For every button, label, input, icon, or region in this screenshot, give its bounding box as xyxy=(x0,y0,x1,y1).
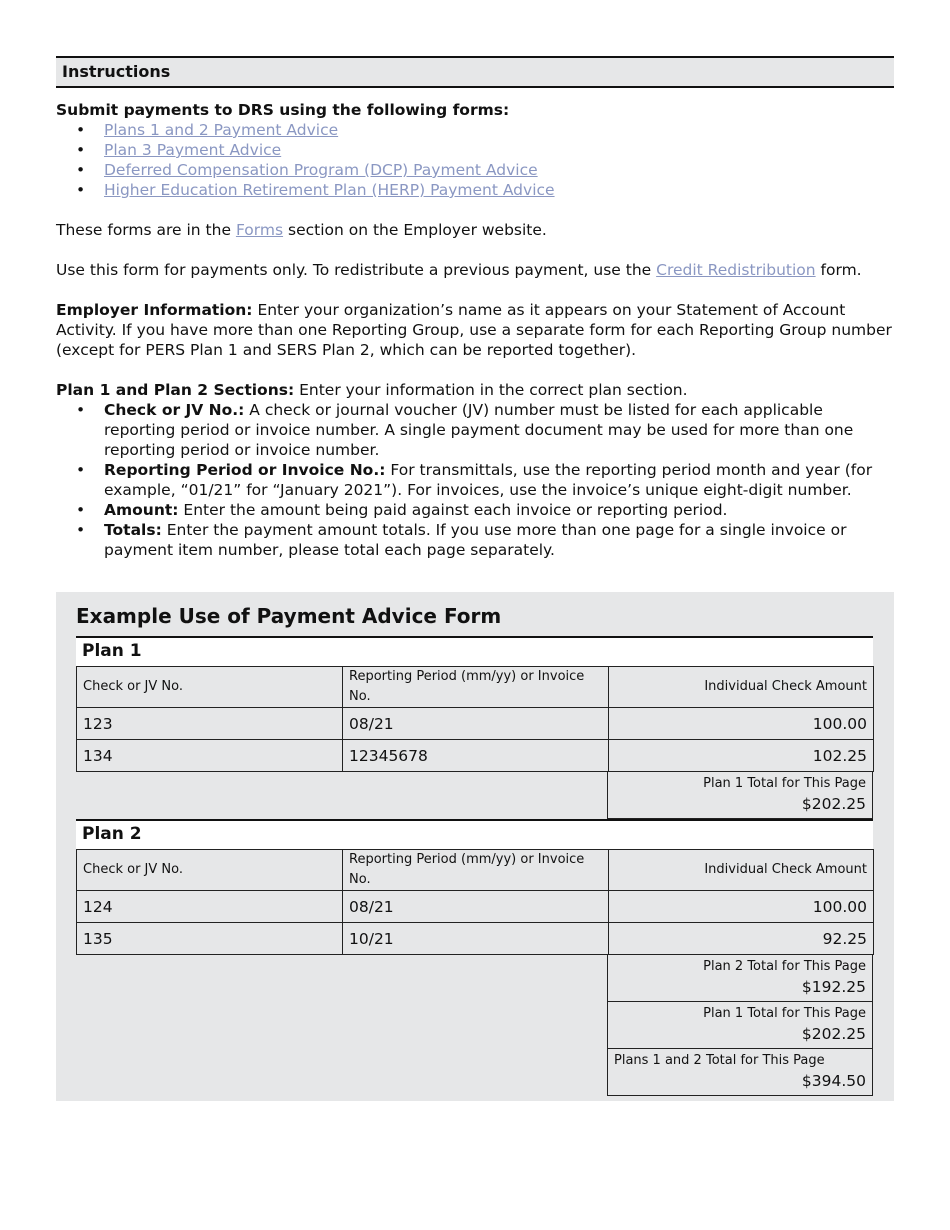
list-item xyxy=(76,180,894,200)
plan-2-heading: Plan 2 xyxy=(76,819,873,849)
list-item: • Check or JV No.: A check or journal voucher (JV) number must be listed for each applicable reporting period or invoice number. A single payment document may be used for more than one reporting period or invoice number. xyxy=(76,400,894,460)
table-cell: 10/21 xyxy=(343,923,609,955)
table-cell: 08/21 xyxy=(343,891,609,923)
plan-sections: Plan 1 and Plan 2 Sections: Enter your information in the correct plan section. xyxy=(56,381,688,399)
table-cell: 08/21 xyxy=(343,708,609,740)
submit-title: Submit payments to DRS using the following forms: xyxy=(56,101,510,119)
forms-note: These forms are in the Forms section on the Employer website. xyxy=(56,221,547,239)
list-item xyxy=(76,140,894,160)
table-cell: 102.25 xyxy=(609,740,874,772)
table-row xyxy=(77,708,874,740)
link-forms[interactable]: Forms xyxy=(235,221,284,239)
total-label: Plans 1 and 2 Total for This Page xyxy=(614,1053,825,1068)
column-header: Check or JV No. xyxy=(77,667,343,708)
plan-2-table xyxy=(76,849,874,955)
plans-1-2-total-box xyxy=(607,1049,873,1096)
total-label: Plan 1 Total for This Page xyxy=(703,1006,866,1021)
plan-sections-bullets xyxy=(76,400,894,560)
table-row xyxy=(77,923,874,955)
column-header: Reporting Period (mm/yy) or Invoice No. xyxy=(343,850,609,891)
employer-info-label: Employer Information: xyxy=(56,301,253,319)
plan-2-total-box xyxy=(607,955,873,1002)
link-plans-1-2-payment-advice[interactable]: Plans 1 and 2 Payment Advice xyxy=(104,121,339,139)
link-credit-redistribution[interactable]: Credit Redistribution xyxy=(656,261,816,279)
table-header-row xyxy=(77,667,874,708)
total-label: Plan 1 Total for This Page xyxy=(703,776,866,791)
total-value: $202.25 xyxy=(801,1025,866,1043)
table-row xyxy=(77,740,874,772)
total-value: $394.50 xyxy=(801,1072,866,1090)
list-item xyxy=(76,160,894,180)
table-cell: 134 xyxy=(77,740,343,772)
list-item xyxy=(76,120,894,140)
column-header: Reporting Period (mm/yy) or Invoice No. xyxy=(343,667,609,708)
table-cell: 92.25 xyxy=(609,923,874,955)
employer-information: Employer Information: Enter your organization’s name as it appears on your Statement of Account Activity. If you have more than one Reporting Group, use a separate form for each Reporting Group number (except for PERS Plan 1 and SERS Plan 2, which can be reported together). xyxy=(56,301,892,359)
plan-sections-label: Plan 1 and Plan 2 Sections: xyxy=(56,381,295,399)
table-cell: 100.00 xyxy=(609,708,874,740)
column-header: Individual Check Amount xyxy=(609,850,874,891)
table-header-row xyxy=(77,850,874,891)
column-header: Individual Check Amount xyxy=(609,667,874,708)
instructions-header: Instructions xyxy=(56,56,894,88)
table-cell: 124 xyxy=(77,891,343,923)
plan-1-table xyxy=(76,666,874,772)
link-plan-3-payment-advice[interactable]: Plan 3 Payment Advice xyxy=(104,141,282,159)
link-dcp-payment-advice[interactable]: Deferred Compensation Program (DCP) Payment Advice xyxy=(104,161,538,179)
plan-1-total-repeat-box xyxy=(607,1002,873,1049)
list-item: • Reporting Period or Invoice No.: For transmittals, use the reporting period month and year (for example, “01/21” for “January 2021”). For invoices, use the invoice’s unique eight-digit number. xyxy=(76,460,894,500)
form-links-list xyxy=(76,120,894,200)
total-value: $202.25 xyxy=(801,795,866,813)
table-cell: 100.00 xyxy=(609,891,874,923)
total-label: Plan 2 Total for This Page xyxy=(703,959,866,974)
plan-1-heading: Plan 1 xyxy=(76,636,873,666)
table-row xyxy=(77,891,874,923)
list-item: • Totals: Enter the payment amount totals. If you use more than one page for a single invoice or payment item number, please total each page separately. xyxy=(76,520,894,560)
table-cell: 135 xyxy=(77,923,343,955)
table-cell: 123 xyxy=(77,708,343,740)
total-value: $192.25 xyxy=(801,978,866,996)
plan-1-total-box xyxy=(607,772,873,819)
column-header: Check or JV No. xyxy=(77,850,343,891)
example-section xyxy=(56,592,894,1101)
list-item: • Amount: Enter the amount being paid against each invoice or reporting period. xyxy=(76,500,894,520)
redistribute-note: Use this form for payments only. To redistribute a previous payment, use the Credit Redistribution form. xyxy=(56,261,862,279)
link-herp-payment-advice[interactable]: Higher Education Retirement Plan (HERP) Payment Advice xyxy=(104,181,555,199)
example-title: Example Use of Payment Advice Form xyxy=(76,604,502,628)
table-cell: 12345678 xyxy=(343,740,609,772)
